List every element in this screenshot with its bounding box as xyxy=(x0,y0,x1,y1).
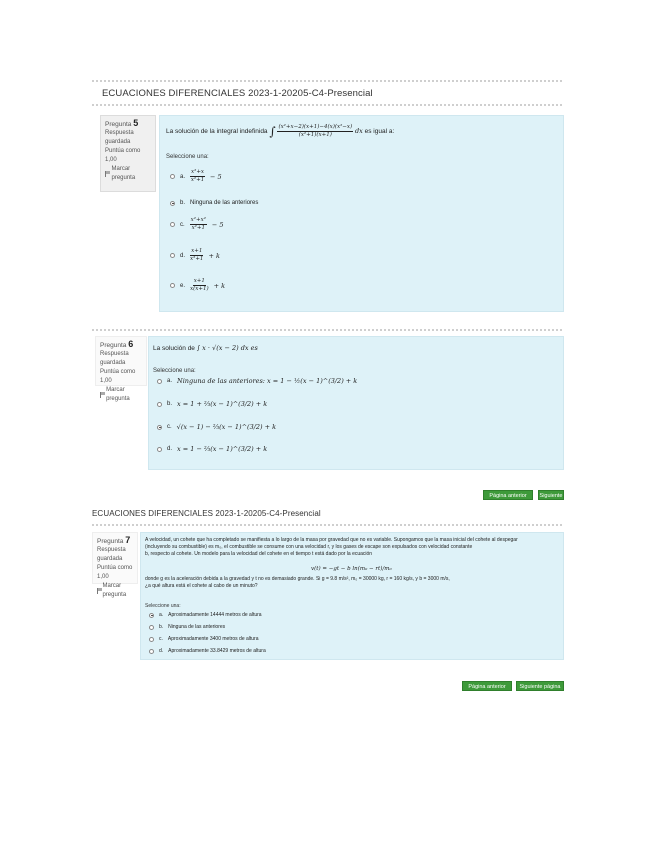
option-fraction xyxy=(190,278,209,293)
option-fraction xyxy=(190,248,203,263)
answer-option-e[interactable] xyxy=(170,278,225,293)
option-letter: b. xyxy=(180,200,186,206)
option-text: x = 1 + ⅔(x − 1)^(3/2) + k xyxy=(177,400,268,408)
option-numerator: x+1 xyxy=(193,278,205,284)
option-letter: d. xyxy=(167,446,173,452)
radio-button-selected[interactable] xyxy=(170,201,175,206)
option-letter: a. xyxy=(167,378,173,384)
question-text xyxy=(166,124,394,139)
option-tail: + k xyxy=(208,251,220,260)
question-number-value: 6 xyxy=(128,339,134,349)
option-text: √(x − 1) − ⅔(x − 1)^(3/2) + k xyxy=(176,423,277,431)
radio-button-selected[interactable] xyxy=(157,425,162,430)
radio-button[interactable] xyxy=(170,174,175,179)
option-tail: − 5 xyxy=(211,220,224,229)
next-page-button-2[interactable]: Siguiente página xyxy=(516,681,564,691)
question-label: Pregunta xyxy=(97,538,124,545)
option-letter: b. xyxy=(159,624,164,630)
option-text: Ninguna de las anteriores xyxy=(190,200,259,206)
option-tail: + k xyxy=(213,281,226,290)
question-status: Respuesta guardada xyxy=(105,130,134,145)
question-text-after xyxy=(145,576,561,590)
option-letter: b. xyxy=(167,401,173,407)
answer-option-b[interactable] xyxy=(157,400,267,408)
option-text: Aproximadamente 3400 metros de altura xyxy=(167,636,259,642)
question-points: Puntúa como 1,00 xyxy=(100,369,136,384)
flag-label: Marcar pregunta xyxy=(106,387,130,402)
option-tail: − 5 xyxy=(210,172,222,181)
option-fraction xyxy=(190,169,205,184)
question-info-7 xyxy=(92,532,138,598)
question-number-value: 5 xyxy=(133,118,139,128)
radio-button[interactable] xyxy=(170,222,175,227)
option-denominator: x(x+1) xyxy=(190,286,209,292)
question-number xyxy=(97,536,133,546)
radio-button[interactable] xyxy=(149,637,154,642)
question-text-after: es igual a: xyxy=(364,128,395,136)
answer-option-c[interactable] xyxy=(149,636,259,642)
question-panel-7 xyxy=(140,532,564,660)
question-status: Respuesta guardada xyxy=(100,351,129,366)
option-numerator: x+1 xyxy=(191,248,203,254)
course-title: ECUACIONES DIFERENCIALES 2023-1-20205-C4-Presencial xyxy=(102,88,373,99)
option-text: Ninguna de las anteriores: x = 1 − ½(x − 1)^(3/2) + k xyxy=(177,377,358,385)
option-numerator: x²+x² xyxy=(190,217,206,223)
option-letter: d. xyxy=(180,252,186,259)
option-fraction xyxy=(190,217,207,232)
answer-option-a[interactable] xyxy=(170,169,222,184)
integral-sign: ∫ xyxy=(269,124,276,139)
radio-button[interactable] xyxy=(170,253,175,258)
question-label: Pregunta xyxy=(105,121,132,128)
option-text: x = 1 − ⅔(x − 1)^(3/2) + k xyxy=(177,445,268,453)
question-info-6 xyxy=(95,336,147,402)
question-text-line: (incluyendo su combustible) es m₀, el combustible se consume con una velocidad r, y los gases de escape son expulsados con velocidad constante xyxy=(145,544,473,550)
answer-option-c[interactable] xyxy=(157,423,276,431)
radio-button[interactable] xyxy=(157,402,162,407)
option-denominator: x²+1 xyxy=(190,256,204,262)
question-status: Respuesta guardada xyxy=(97,547,126,562)
flag-question-link[interactable] xyxy=(105,165,151,183)
flag-icon xyxy=(100,392,104,398)
select-label: Seleccione una: xyxy=(153,368,196,374)
flag-label: Marcar pregunta xyxy=(111,166,136,181)
question-text xyxy=(153,344,258,352)
question-text-line: ¿a qué altura está el cohete al cabo de un minuto? xyxy=(145,583,258,589)
question-panel-5 xyxy=(159,115,564,312)
integrand-dx: dx xyxy=(354,127,363,136)
answer-option-c[interactable] xyxy=(170,217,224,232)
option-letter: a. xyxy=(159,612,164,618)
integrand-fraction xyxy=(277,124,353,139)
option-text: Aproximadamente 14444 metros de altura xyxy=(168,612,262,618)
question-points: Puntúa como 1,00 xyxy=(105,148,141,163)
answer-option-b[interactable] xyxy=(170,200,258,206)
question-number xyxy=(100,340,142,350)
flag-icon xyxy=(97,588,100,594)
option-letter: c. xyxy=(167,424,172,430)
integrand-denominator: (x²+1)(x+1) xyxy=(298,132,332,138)
question-number-value: 7 xyxy=(125,535,131,545)
top-separator xyxy=(92,80,564,82)
select-label: Seleccione una: xyxy=(166,154,209,160)
question-label: Pregunta xyxy=(100,342,127,349)
question-info-5 xyxy=(100,115,156,192)
option-letter: d. xyxy=(159,648,164,654)
option-letter: c. xyxy=(180,221,185,228)
option-denominator: x²+1 xyxy=(190,177,205,183)
flag-question-link[interactable] xyxy=(97,582,133,600)
answer-option-d[interactable] xyxy=(149,648,266,654)
question-points: Puntúa como 1,00 xyxy=(97,565,133,580)
option-letter: e. xyxy=(180,282,186,289)
radio-button[interactable] xyxy=(157,447,162,452)
answer-option-a[interactable] xyxy=(149,612,262,618)
title-separator-2 xyxy=(92,524,564,526)
radio-button[interactable] xyxy=(149,649,154,654)
option-numerator: x²+x xyxy=(191,169,205,175)
option-letter: c. xyxy=(159,636,163,642)
answer-option-d[interactable] xyxy=(170,248,220,263)
prev-page-button[interactable]: Página anterior xyxy=(483,490,533,500)
question-text-line: b, respecto al cohete. Un modelo para la velocidad del cohete en el tiempo t está dado por la ecuación xyxy=(145,551,373,557)
question-separator xyxy=(92,329,564,331)
question-text-before: La solución de la integral indefinida xyxy=(166,128,268,136)
velocity-equation: v(t) = −gt − b ln(m₀ − rt)/m₀ xyxy=(311,566,392,572)
next-page-button[interactable]: Siguiente xyxy=(538,490,564,500)
radio-button-selected[interactable] xyxy=(149,613,154,618)
flag-label: Marcar pregunta xyxy=(102,583,127,598)
option-text: Ninguna de las anteriores xyxy=(168,624,226,630)
option-letter: a. xyxy=(180,173,186,180)
question-text xyxy=(145,537,561,558)
radio-button[interactable] xyxy=(157,379,162,384)
answer-option-d[interactable] xyxy=(157,445,267,453)
question-text-line: A velocidad, un cohete que ha completado se manifiesta a lo largo de la masa por gravedad que no es variable. Supongamos que la masa inicial del cohete al despegar xyxy=(145,537,518,543)
title-separator xyxy=(92,104,564,106)
answer-option-b[interactable] xyxy=(149,624,225,630)
radio-button[interactable] xyxy=(170,283,175,288)
answer-option-a[interactable] xyxy=(157,377,357,385)
prev-page-button-2[interactable]: Página anterior xyxy=(462,681,512,691)
question-text-before: La solución de xyxy=(153,345,195,352)
option-denominator: x²+1 xyxy=(191,225,205,231)
integrand-numerator: (x²+x−2)(x+1)−4(x)(x²−x) xyxy=(278,124,353,130)
question-number xyxy=(105,119,151,129)
option-text: Aproximadamente 33.8429 metros de altura xyxy=(168,648,266,654)
question-panel-6 xyxy=(148,336,564,470)
course-title-2: ECUACIONES DIFERENCIALES 2023-1-20205-C4-Presencial xyxy=(92,509,321,518)
radio-button[interactable] xyxy=(149,625,154,630)
question-text-line: donde g es la aceleración debida a la gravedad y t no es demasiado grande. Si g = 9.8 m/s², m₀ = 30000 kg, r = 160 kg/s, y b = 3000 m/s, xyxy=(145,576,450,582)
integral-expression: ∫ x · √(x − 2) dx es xyxy=(196,344,258,352)
select-label: Seleccione una: xyxy=(145,603,181,609)
flag-question-link[interactable] xyxy=(100,386,142,404)
flag-icon xyxy=(105,171,109,177)
